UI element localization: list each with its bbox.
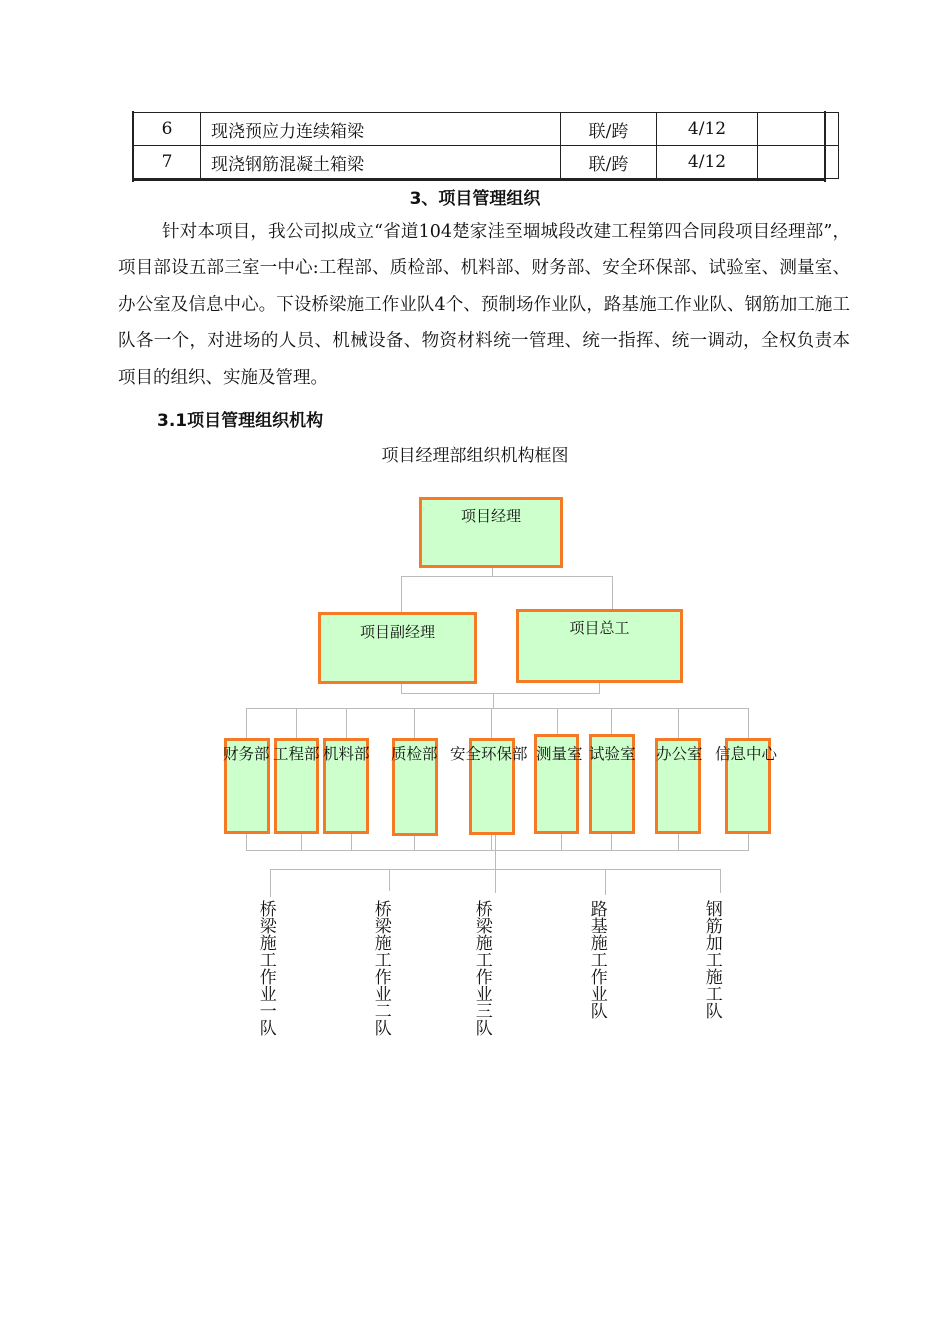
dept-label-safety: 安全环保部 xyxy=(450,745,528,763)
connector-line xyxy=(346,708,347,740)
item-quantity: 4/12 xyxy=(657,113,758,146)
dept-label-lab: 试验室 xyxy=(589,745,636,763)
connector-line xyxy=(270,869,271,897)
section-paragraph: 针对本项目，我公司拟成立“省道104楚家洼至堌城段改建工程第四合同段项目经理部”，项目部设五部三室一中心:工程部、质检部、机料部、财务部、安全环保部、试验室、测量室、办公室及信息中心。下设桥梁施工作业队4个、预制场作业队，路基施工作业队、钢筋加工施工队各一个，对进场的人员、机械设备、物资材料统一管理、统一指挥、统一调动，全权负责本项目的组织、实施及管理。 xyxy=(118,222,850,388)
item-name: 现浇预应力连续箱梁 xyxy=(201,113,561,146)
connector-line xyxy=(611,708,612,736)
dept-label-survey: 测量室 xyxy=(536,745,583,763)
connector-line xyxy=(557,708,558,736)
connector-line xyxy=(748,834,749,851)
connector-line xyxy=(389,869,390,891)
item-name: 现浇钢筋混凝土箱梁 xyxy=(201,146,561,179)
connector-line xyxy=(351,834,352,851)
dept-label-quality: 质检部 xyxy=(391,745,438,763)
connector-line xyxy=(491,708,492,740)
team-bridge-2: 桥梁施工作业二队 xyxy=(370,900,391,1036)
connector-line xyxy=(401,693,600,694)
connector-line xyxy=(678,834,679,851)
connector-line xyxy=(246,708,749,709)
table-border-left xyxy=(132,111,134,182)
connector-line xyxy=(414,834,415,851)
connector-line xyxy=(720,869,721,893)
dept-label-info: 信息中心 xyxy=(715,745,778,763)
team-bridge-1: 桥梁施工作业一队 xyxy=(255,900,276,1036)
connector-line xyxy=(301,834,302,851)
dept-label-materials: 机料部 xyxy=(323,745,370,763)
dept-label-finance: 财务部 xyxy=(223,745,270,763)
deputy-manager-label: 项目副经理 xyxy=(359,623,435,641)
item-unit: 联/跨 xyxy=(561,146,657,179)
org-chart-title: 项目经理部组织机构框图 xyxy=(381,446,569,466)
connector-line xyxy=(612,576,613,610)
connector-line xyxy=(678,708,679,740)
connector-line xyxy=(401,576,613,577)
connector-line xyxy=(493,693,494,708)
subsection-title: 3.1项目管理组织机构 xyxy=(157,411,324,431)
connector-line xyxy=(296,708,297,740)
connector-line xyxy=(495,869,496,893)
connector-line xyxy=(561,834,562,851)
row-number: 6 xyxy=(134,113,201,146)
project-manager-label: 项目经理 xyxy=(460,507,521,525)
connector-line xyxy=(492,568,493,576)
chief-engineer-label: 项目总工 xyxy=(569,619,630,637)
table-row xyxy=(134,113,839,146)
item-quantity: 4/12 xyxy=(657,146,758,179)
table-border-bottom xyxy=(132,179,826,181)
item-note xyxy=(758,113,839,146)
connector-line xyxy=(495,835,496,870)
connector-line xyxy=(246,850,749,851)
connector-line xyxy=(246,834,247,851)
row-number: 7 xyxy=(134,146,201,179)
section-title: 3、项目管理组织 xyxy=(409,189,541,209)
connector-line xyxy=(401,576,402,614)
connector-line xyxy=(748,708,749,740)
connector-line xyxy=(414,708,415,740)
connector-line xyxy=(246,708,247,740)
dept-label-office: 办公室 xyxy=(656,745,703,763)
item-note xyxy=(758,146,839,179)
dept-label-engineering: 工程部 xyxy=(273,745,320,763)
item-unit: 联/跨 xyxy=(561,113,657,146)
table-row xyxy=(134,146,839,179)
connector-line xyxy=(611,834,612,851)
team-bridge-3: 桥梁施工作业三队 xyxy=(471,900,492,1036)
connector-line xyxy=(491,834,492,851)
table-border-right xyxy=(824,111,826,182)
connector-line xyxy=(605,869,606,895)
team-roadbed: 路基施工作业队 xyxy=(586,900,607,1019)
quantity-table xyxy=(133,112,839,179)
team-rebar: 钢筋加工施工队 xyxy=(701,900,722,1019)
